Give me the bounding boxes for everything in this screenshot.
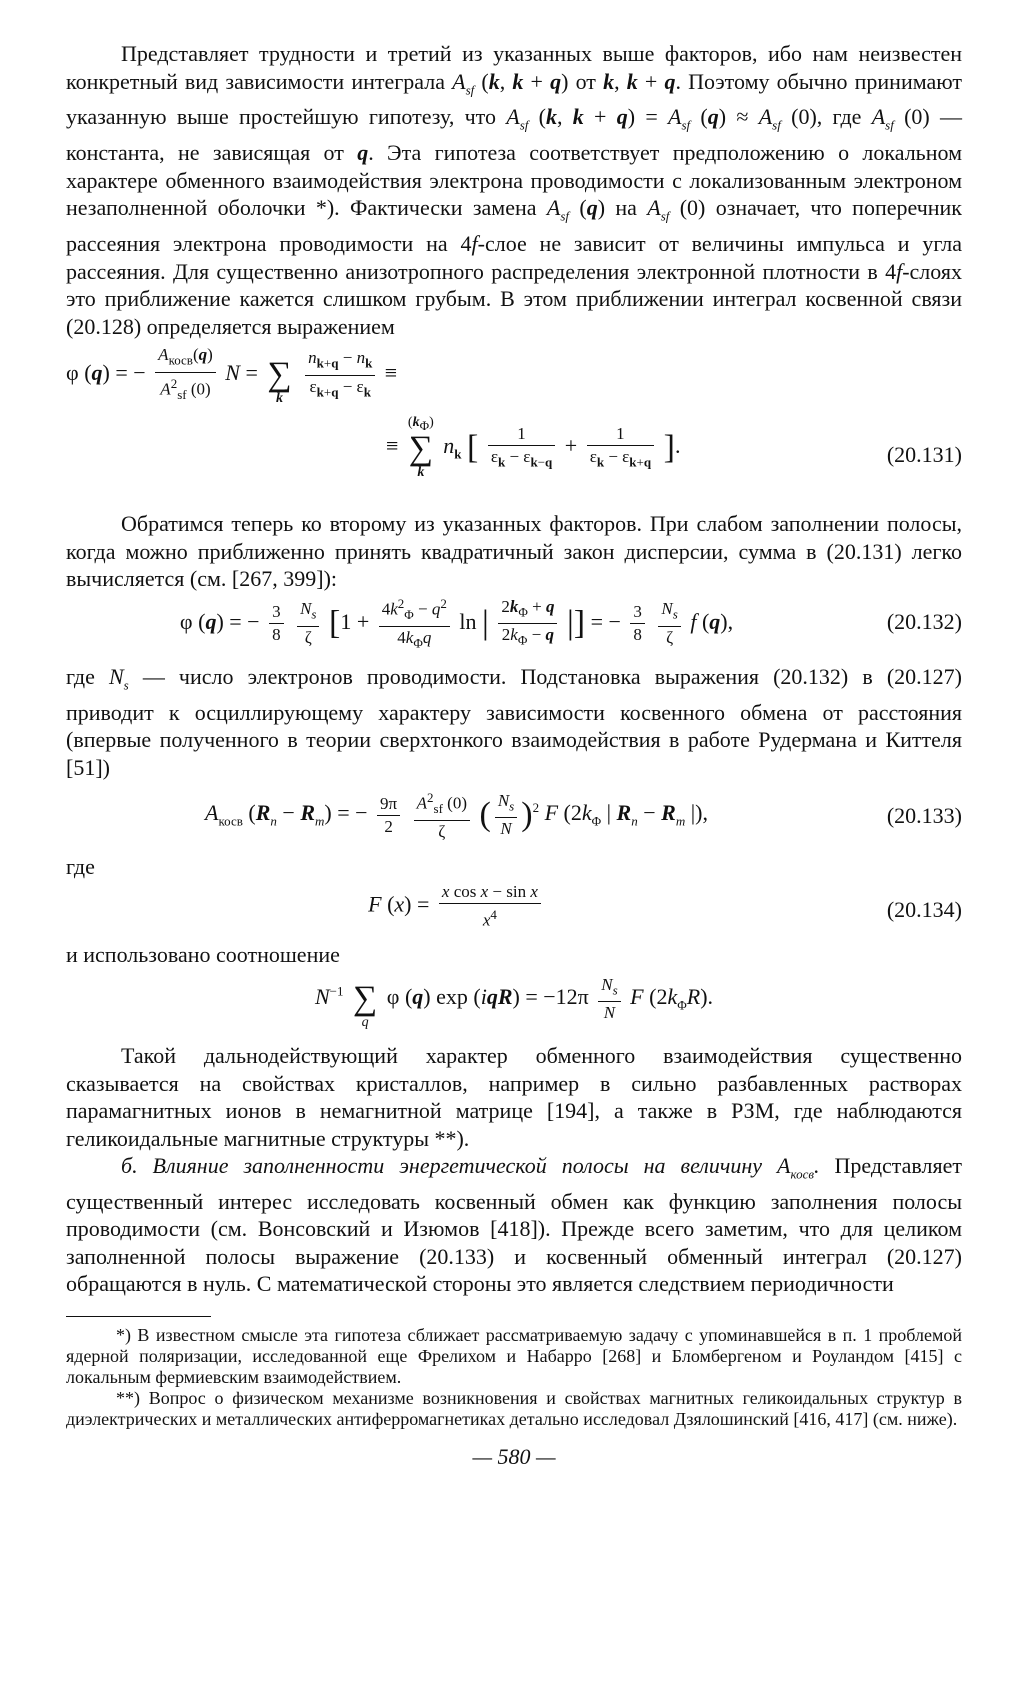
- equation-20-131-line2: ≡ $(k_\Phi)$ ∑ k $n_k$ [ $\frac{1}{\varepsilon_k - \varepsilon_{k-q}}$ + $\frac{1}{\varepsilon_k - \varepsilon_{k+q}}$ ]. (20.131): [386, 415, 962, 480]
- page-number: — 580 —: [472, 1443, 556, 1469]
- paragraph-6-text: Представляет существенный интерес исследовать косвенный обмен как функцию заполнения полосы проводимости (см. Вонсовский и Изюмов [418]). Прежде всего заметим, что для целиком заполненной полосы выражение (20.133) и косвенный обменный интеграл (20.127) обращаются в нуль. С математической стороны это является следствием периодичности: [66, 1153, 963, 1297]
- equation-20-134: F (x) = $\frac{\text{x cos x − sin x}}{x^4}$ (20.134): [368, 881, 962, 930]
- paragraph-3: где $N_s$ — число электронов проводимости. Подстановка выражения (20.132) в (20.127) приводит к осциллирующему характеру зависимости косвенного обмена от расстояния (впервые полученного в теории сверхтонкого взаимодействия в работе Рудермана и Киттеля [51]): [66, 663, 962, 780]
- paragraph-4: и использовано соотношение: [66, 941, 340, 967]
- footnote-separator: [66, 1316, 211, 1317]
- equation-20-131-line1: φ (q) = − $\frac{A_{косв}(q)}{A^2_{sf} (0)}$ N = ∑ k $\frac{n_{k+q} - n_k}{\varepsilon_{k+q} - \varepsilon_k}$ ≡: [66, 345, 398, 407]
- equation-relation: $N^{-1}$ ∑ q φ (q) exp (iqR) = −12π $\frac{N_s}{N}$ F $(2k_\Phi R)$.: [314, 974, 714, 1031]
- paragraph-6: [66, 1152, 962, 1298]
- paragraph-5: Такой дальнодействующий характер обменного взаимодействия существенно сказывается на свойствах кристаллов, например в сильно разбавленных растворах парамагнитных ионов в немагнитной матрице [194], а также в РЗМ, где наблюдаются геликоидальные магнитные структуры **).: [66, 1043, 962, 1151]
- equation-number: (20.132): [886, 608, 962, 634]
- equation-number: (20.133): [886, 803, 962, 829]
- where-label: где: [66, 854, 95, 880]
- equation-number: (20.134): [886, 896, 962, 922]
- footnote-1: *) В известном смысле эта гипотеза сближает рассматриваемую задачу с упоминавшейся в п. 1 проблемой ядерной поляризации, исследованной еще Фрелихом и Набарро [268] и Бломбергеном и Роуландом [415] с локальным фермиевским взаимодействием.: [66, 1324, 962, 1387]
- equation-number: (20.131): [886, 442, 962, 468]
- equation-20-132: φ (q) = − $\frac{3}{8}$ $\frac{N_s}{\zeta}$ [1 + $\frac{4k^2_\Phi - q^2}{4k_\Phi q}$ ln | $\frac{2k_\Phi + q}{2k_\Phi - q}$ |] = − $\frac{3}{8}$ $\frac{N_s}{\zeta}$ f (q), (20.132): [66, 593, 962, 659]
- footnote-2: **) Вопрос о физическом механизме возникновения и свойствах магнитных геликоидальных структур в диэлектрических и металлических антиферромагнетиках детально исследовал Дзялошинский [416, 417] (см. ниже).: [66, 1387, 962, 1429]
- section-heading: б. Влияние заполненности энергетической полосы на величину $A_{косв}$.: [121, 1153, 820, 1182]
- paragraph-2: Обратимся теперь ко второму из указанных факторов. При слабом заполнении полосы, когда можно приближенно принять квадратичный закон дисперсии, сумма в (20.131) легко вычисляется (см. [267, 399]):: [66, 511, 962, 592]
- page: [66, 40, 962, 1470]
- equation-20-133: $A_{косв}$ $(R_n - R_m)$ = − $\frac{9\pi}{2}$ $\frac{A^2_{sf} (0)}{\zeta}$ ( $\frac{N_s}{N}$ )$^2$ F ($2k_\Phi$ | $R_n - R_m$ |), (20.133): [66, 787, 962, 853]
- paragraph-1: Представляет трудности и третий из указанных выше факторов, ибо нам неизвестен конкретный вид зависимости интеграла $A_{sf}$ (k, k + q) от k, k + q. Поэтому обычно принимают указанную выше простейшую гипотезу, что $A_{sf}$ (k, $k + q) = A_{sf}$ $(q) \approx A_{sf}$ (0), где $A_{sf}$ (0) — константа, не зависящая от q. Эта гипотеза соответствует предположению о локальном характере обменного взаимодействия электрона проводимости с локализованным электроном незаполненной оболочки *). Фактически замена $A_{sf}$ (q) на $A_{sf}$ (0) означает, что поперечник рассеяния электрона проводимости на 4f-слое не зависит от величины импульса и угла рассеяния. Для существенно анизотропного распределения электронной плотности в 4f-слоях это приближение кажется слишком грубым. В этом приближении интеграл косвенной связи (20.128) определяется выражением: [66, 41, 963, 339]
